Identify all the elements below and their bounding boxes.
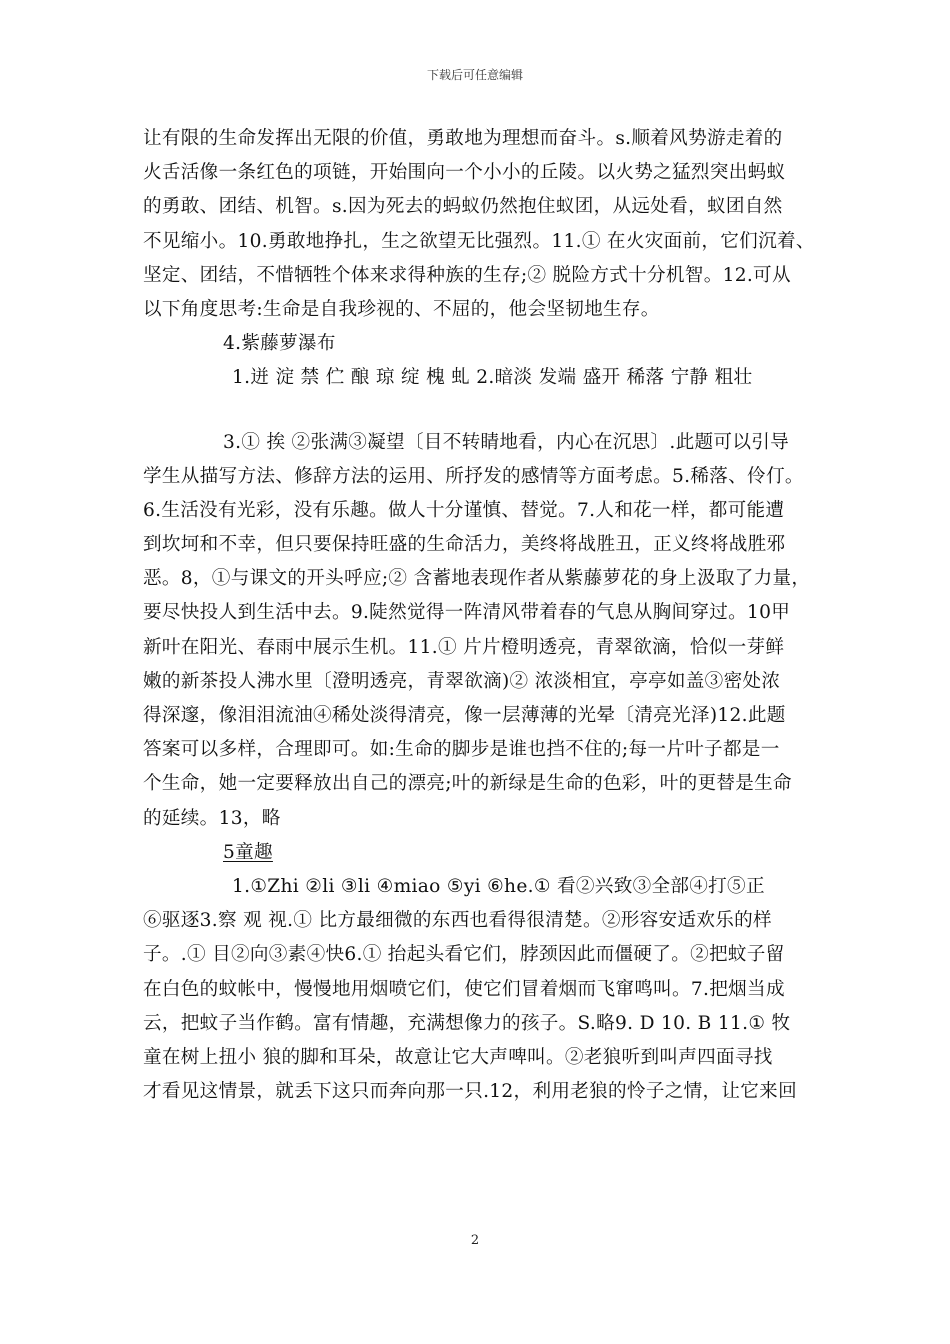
text-line: 学生从描写方法、修辞方法的运用、所抒发的感情等方面考虑。5.稀落、伶仃。 [143, 465, 804, 487]
document-body [143, 122, 815, 1109]
text-line: 的延续。13，略 [143, 807, 281, 829]
text-line: 的勇敢、团结、机智。s.因为死去的蚂蚁仍然抱住蚁团，从远处看，蚁团自然 [143, 196, 783, 218]
blank-line [143, 396, 807, 426]
text-line: 新叶在阳光、春雨中展示生机。11.① 片片橙明透亮，青翠欲滴，恰似一芽鲜 [143, 636, 785, 658]
text-line: 要尽快投人到生活中去。9.陡然觉得一阵清风带着春的气息从胸间穿过。10甲 [143, 602, 791, 624]
page-header: 下载后可任意编辑 [426, 68, 523, 82]
text-line: 3.① 挨 ②张满③凝望〔目不转睛地看，内心在沉思〕.此题可以引导 [223, 431, 789, 453]
text-line: 1.①Zhi ②li ③li ④miao ⑤yi ⑥he.① 看②兴致③全部④打⑤正 [232, 875, 765, 897]
text-line: 答案可以多样，合理即可。如:生命的脚步是谁也挡不住的;每一片叶子都是一 [143, 739, 780, 761]
text-line: 恶。8，①与课文的开头呼应;② 含蓄地表现作者从紫藤萝花的身上汲取了力量， [143, 568, 811, 590]
text-line: 在白色的蚊帐中，慢慢地用烟喷它们，使它们冒着烟而飞窜鸣叫。7.把烟当成 [143, 978, 785, 1000]
section-heading [143, 836, 807, 870]
text-line: 以下角度思考:生命是自我珍视的、不屈的，他会坚韧地生存。 [143, 298, 660, 320]
text-line: 不见缩小。10.勇敢地挣扎，生之欲望无比强烈。11.① 在火灾面前，它们沉着、 [143, 230, 815, 252]
text-line: 嫩的新茶投人沸水里〔澄明透亮，青翠欲滴)② 浓淡相宜，亭亭如盖③密处浓 [143, 670, 781, 692]
text-line: 坚定、团结，不惜牺牲个体来求得种族的生存;② 脱险方式十分机智。12.可从 [143, 264, 791, 286]
text-line: 6.生活没有光彩，没有乐趣。做人十分谨慎、替觉。7.人和花一样，都可能遭 [143, 499, 785, 521]
text-line: 个生命，她一定要释放出自己的漂亮;叶的新绿是生命的色彩，叶的更替是生命 [143, 773, 792, 795]
text-line: 1.迸 淀 禁 伫 酿 琼 绽 槐 虬 2.暗淡 发端 盛开 稀落 宁静 粗壮 [232, 367, 753, 389]
text-line: 得深邃，像泪泪流油④稀处淡得清亮，像一层薄薄的光晕〔清亮光泽)12.此题 [143, 705, 786, 726]
section-heading-text: 5童趣 [223, 841, 273, 863]
page-number: 2 [470, 1233, 480, 1248]
text-line: ⑥驱逐3.察 观 视.① 比方最细微的东西也看得很清楚。②形容安适欢乐的样 [143, 910, 772, 932]
text-line: 让有限的生命发挥出无限的价值，勇敢地为理想而奋斗。s.顺着风势游走着的 [143, 128, 783, 149]
text-line: 云，把蚊子当作鹤。富有情趣，充满想像力的孩子。S.略9. D 10. B 11.① 牧 [143, 1012, 791, 1034]
text-line: 到坎坷和不幸，但只要保持旺盛的生命活力，美终将战胜丑，正义终将战胜邪 [143, 534, 786, 556]
text-line: 火舌活像一条红色的项链，开始围向一个小小的丘陵。以火势之猛烈突出蚂蚁 [143, 162, 786, 184]
text-line: 童在树上扭小 狼的脚和耳朵，故意让它大声啤叫。②老狼听到叫声四面寻找 [143, 1046, 773, 1068]
text-line: 才看见这情景，就丢下这只而奔向那一只.12，利用老狼的怜子之情，让它来回 [143, 1081, 797, 1103]
section-heading: 4.紫藤萝瀑布 [223, 333, 336, 355]
text-line: 子。.① 目②向③素④快6.① 抬起头看它们，脖颈因此而僵硬了。②把蚊子留 [143, 944, 785, 966]
